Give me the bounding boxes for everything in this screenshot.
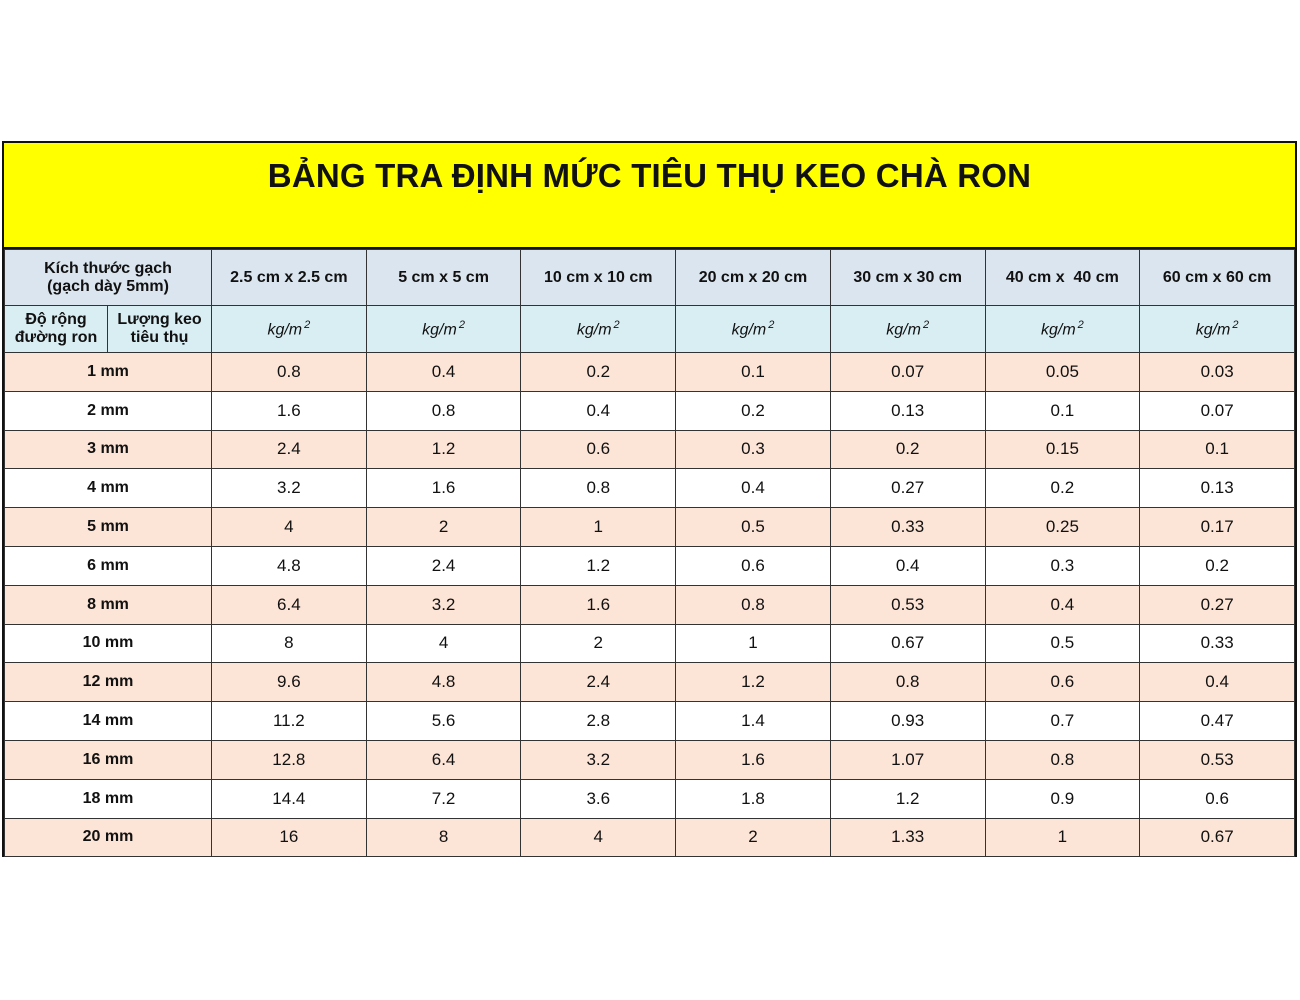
consumption-value-cell: 1: [521, 508, 676, 547]
consumption-value-cell: 0.47: [1140, 702, 1295, 741]
consumption-value-cell: 3.6: [521, 779, 676, 818]
consumption-value-cell: 2.4: [212, 430, 367, 469]
table-row: [5, 740, 1295, 779]
consumption-value-cell: 0.27: [830, 469, 985, 508]
col-header: 20 cm x 20 cm: [676, 250, 831, 306]
consumption-value-cell: 1.8: [676, 779, 831, 818]
unit-cell: kg/m $^2$: [830, 306, 985, 353]
consumption-value-cell: 2: [676, 818, 831, 857]
grout-consumption-table: [4, 249, 1295, 857]
table-row: [5, 546, 1295, 585]
consumption-value-cell: 0.53: [1140, 740, 1295, 779]
consumption-value-cell: 1.6: [212, 391, 367, 430]
col-header: 60 cm x 60 cm: [1140, 250, 1295, 306]
consumption-value-cell: 0.4: [830, 546, 985, 585]
consumption-value-cell: 1.2: [366, 430, 521, 469]
consumption-value-cell: 0.4: [1140, 663, 1295, 702]
consumption-value-cell: 0.15: [985, 430, 1140, 469]
col-header: 40 cm x 40 cm: [985, 250, 1140, 306]
consumption-value-cell: 14.4: [212, 779, 367, 818]
consumption-value-cell: 0.8: [521, 469, 676, 508]
consumption-value-cell: 6.4: [212, 585, 367, 624]
consumption-value-cell: 0.07: [1140, 391, 1295, 430]
tile-size-label: Kích thước gạch (gạch dày 5mm): [5, 250, 212, 306]
consumption-value-cell: 1: [676, 624, 831, 663]
table-row: [5, 508, 1295, 547]
joint-width-cell: 6 mm: [5, 546, 212, 585]
consumption-value-cell: 3.2: [212, 469, 367, 508]
consumption-value-cell: 7.2: [366, 779, 521, 818]
consumption-value-cell: 0.13: [1140, 469, 1295, 508]
consumption-value-cell: 0.1: [676, 353, 831, 392]
consumption-value-cell: 0.5: [985, 624, 1140, 663]
consumption-value-cell: 4: [212, 508, 367, 547]
consumption-value-cell: 6.4: [366, 740, 521, 779]
joint-width-cell: 12 mm: [5, 663, 212, 702]
consumption-value-cell: 0.67: [830, 624, 985, 663]
table-row: [5, 702, 1295, 741]
joint-width-cell: 2 mm: [5, 391, 212, 430]
consumption-value-cell: 0.33: [1140, 624, 1295, 663]
consumption-value-cell: 2.4: [521, 663, 676, 702]
joint-width-cell: 14 mm: [5, 702, 212, 741]
consumption-value-cell: 0.2: [676, 391, 831, 430]
joint-width-cell: 8 mm: [5, 585, 212, 624]
consumption-value-cell: 0.3: [985, 546, 1140, 585]
unit-cell: kg/m $^2$: [985, 306, 1140, 353]
joint-width-cell: 3 mm: [5, 430, 212, 469]
unit-cell: kg/m $^2$: [212, 306, 367, 353]
consumption-value-cell: 0.2: [1140, 546, 1295, 585]
consumption-value-cell: 0.6: [985, 663, 1140, 702]
consumption-value-cell: 3.2: [521, 740, 676, 779]
header-row-tile-sizes: [5, 250, 1295, 306]
table-row: [5, 779, 1295, 818]
col-header: 10 cm x 10 cm: [521, 250, 676, 306]
consumption-value-cell: 0.8: [212, 353, 367, 392]
consumption-value-cell: 0.6: [521, 430, 676, 469]
consumption-value-cell: 1.4: [676, 702, 831, 741]
table-row: [5, 663, 1295, 702]
consumption-value-cell: 0.1: [985, 391, 1140, 430]
col-header: 30 cm x 30 cm: [830, 250, 985, 306]
joint-width-label: Độ rộng đường ron: [5, 306, 108, 353]
table-row: [5, 624, 1295, 663]
consumption-value-cell: 0.6: [1140, 779, 1295, 818]
consumption-value-cell: 1.2: [830, 779, 985, 818]
consumption-value-cell: 0.8: [830, 663, 985, 702]
consumption-value-cell: 0.9: [985, 779, 1140, 818]
consumption-value-cell: 0.8: [366, 391, 521, 430]
consumption-value-cell: 8: [366, 818, 521, 857]
consumption-value-cell: 11.2: [212, 702, 367, 741]
consumption-value-cell: 0.4: [366, 353, 521, 392]
consumption-value-cell: 0.4: [985, 585, 1140, 624]
table-row: [5, 391, 1295, 430]
consumption-value-cell: 0.33: [830, 508, 985, 547]
col-header: 5 cm x 5 cm: [366, 250, 521, 306]
unit-cell: kg/m $^2$: [366, 306, 521, 353]
consumption-value-cell: 16: [212, 818, 367, 857]
consumption-value-cell: 0.5: [676, 508, 831, 547]
unit-cell: kg/m $^2$: [521, 306, 676, 353]
consumption-value-cell: 0.67: [1140, 818, 1295, 857]
col-header: 2.5 cm x 2.5 cm: [212, 250, 367, 306]
consumption-value-cell: 0.2: [521, 353, 676, 392]
consumption-value-cell: 0.25: [985, 508, 1140, 547]
consumption-value-cell: 1: [985, 818, 1140, 857]
consumption-value-cell: 0.13: [830, 391, 985, 430]
consumption-value-cell: 1.6: [366, 469, 521, 508]
consumption-value-cell: 9.6: [212, 663, 367, 702]
consumption-value-cell: 4: [366, 624, 521, 663]
unit-cell: kg/m $^2$: [1140, 306, 1295, 353]
table-title: BẢNG TRA ĐỊNH MỨC TIÊU THỤ KEO CHÀ RON: [4, 143, 1295, 249]
consumption-value-cell: 0.8: [676, 585, 831, 624]
consumption-value-cell: 4.8: [212, 546, 367, 585]
joint-width-cell: 10 mm: [5, 624, 212, 663]
consumption-value-cell: 3.2: [366, 585, 521, 624]
table-row: [5, 585, 1295, 624]
table-row: [5, 469, 1295, 508]
joint-width-cell: 4 mm: [5, 469, 212, 508]
consumption-value-cell: 2: [521, 624, 676, 663]
consumption-value-cell: 0.05: [985, 353, 1140, 392]
consumption-value-cell: 1.2: [676, 663, 831, 702]
consumption-value-cell: 0.03: [1140, 353, 1295, 392]
consumption-value-cell: 5.6: [366, 702, 521, 741]
table-row: [5, 818, 1295, 857]
header-row-units: [5, 306, 1295, 353]
consumption-value-cell: 2: [366, 508, 521, 547]
consumption-value-cell: 0.6: [676, 546, 831, 585]
consumption-label: Lượng keo tiêu thụ: [108, 306, 212, 353]
consumption-value-cell: 0.17: [1140, 508, 1295, 547]
unit-cell: kg/m $^2$: [676, 306, 831, 353]
consumption-value-cell: 0.27: [1140, 585, 1295, 624]
joint-width-cell: 5 mm: [5, 508, 212, 547]
joint-width-cell: 16 mm: [5, 740, 212, 779]
consumption-value-cell: 1.07: [830, 740, 985, 779]
consumption-value-cell: 0.4: [521, 391, 676, 430]
consumption-value-cell: 8: [212, 624, 367, 663]
consumption-value-cell: 0.2: [830, 430, 985, 469]
consumption-value-cell: 12.8: [212, 740, 367, 779]
joint-width-cell: 20 mm: [5, 818, 212, 857]
consumption-value-cell: 2.4: [366, 546, 521, 585]
consumption-value-cell: 0.3: [676, 430, 831, 469]
table-row: [5, 430, 1295, 469]
table-row: [5, 353, 1295, 392]
consumption-value-cell: 0.2: [985, 469, 1140, 508]
consumption-value-cell: 1.6: [521, 585, 676, 624]
consumption-value-cell: 1.2: [521, 546, 676, 585]
consumption-value-cell: 0.8: [985, 740, 1140, 779]
joint-width-cell: 1 mm: [5, 353, 212, 392]
consumption-value-cell: 0.07: [830, 353, 985, 392]
consumption-value-cell: 0.93: [830, 702, 985, 741]
table-body: [5, 353, 1295, 857]
consumption-value-cell: 1.33: [830, 818, 985, 857]
consumption-table-frame: [2, 141, 1297, 857]
consumption-value-cell: 1.6: [676, 740, 831, 779]
joint-width-cell: 18 mm: [5, 779, 212, 818]
consumption-value-cell: 4.8: [366, 663, 521, 702]
consumption-value-cell: 2.8: [521, 702, 676, 741]
consumption-value-cell: 4: [521, 818, 676, 857]
consumption-value-cell: 0.4: [676, 469, 831, 508]
consumption-value-cell: 0.53: [830, 585, 985, 624]
consumption-value-cell: 0.1: [1140, 430, 1295, 469]
consumption-value-cell: 0.7: [985, 702, 1140, 741]
